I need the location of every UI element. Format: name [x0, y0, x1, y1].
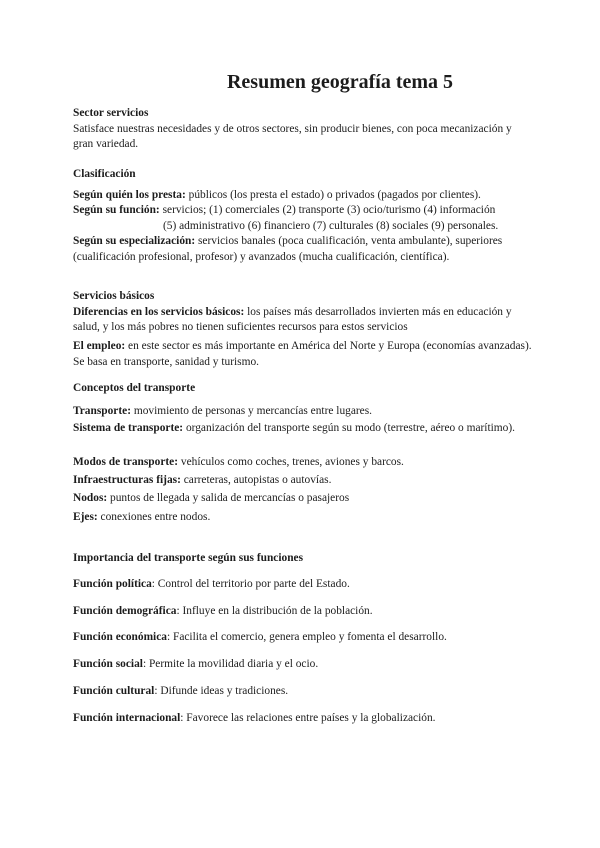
sector-text: Satisface nuestras necesidades y de otros sectores, sin producir bienes, con poca mecanización y gran variedad.	[73, 122, 512, 151]
funcion-label: Función cultural	[73, 685, 155, 697]
funcion-item	[73, 604, 533, 620]
concepto-label: Modos de transporte:	[73, 456, 179, 468]
presta-text: públicos (los presta el estado) o privados (pagados por clientes).	[185, 189, 481, 201]
espec-label: Según su especialización:	[73, 235, 196, 247]
sector-heading: Sector servicios	[73, 107, 149, 119]
funcion-text: : Influye en la distribución de la población.	[176, 605, 373, 617]
empleo-label: El empleo:	[73, 340, 126, 352]
concepto-item	[73, 473, 533, 489]
page-title: Resumen geografía tema 5	[226, 71, 454, 93]
concepto-item	[73, 404, 533, 420]
funcion-label: Función social	[73, 658, 143, 670]
funcion-text-2: (5) administrativo (6) financiero (7) culturales (8) sociales (9) personales.	[163, 219, 499, 232]
concepto-text: puntos de llegada y salida de mercancías o pasajeros	[107, 492, 350, 504]
concepto-label: Sistema de transporte:	[73, 422, 184, 434]
clasificacion-presta	[73, 188, 533, 204]
concepto-text: vehículos como coches, trenes, aviones y barcos.	[178, 456, 404, 468]
sector-section	[73, 106, 533, 153]
concepto-text: organización del transporte según su modo (terrestre, aéreo o marítimo).	[183, 422, 515, 434]
basicos-section	[73, 289, 533, 336]
funcion-label: Función demográfica	[73, 605, 177, 617]
funcion-item	[73, 657, 533, 673]
diferencias-label: Diferencias en los servicios básicos:	[73, 305, 245, 318]
funcion-item	[73, 684, 533, 700]
funcion-text: : Difunde ideas y tradiciones.	[154, 685, 289, 697]
clasificacion-heading: Clasificación	[73, 168, 136, 180]
concepto-label: Nodos:	[73, 492, 108, 504]
funcion-text: : Favorece las relaciones entre países y la globalización.	[180, 712, 436, 724]
concepto-text: carreteras, autopistas o autovías.	[180, 474, 332, 486]
concepto-text: movimiento de personas y mercancías entre lugares.	[131, 405, 373, 417]
funcion-item	[73, 711, 533, 727]
funcion-label: Según su función:	[73, 204, 160, 216]
concepto-label: Ejes:	[73, 511, 98, 523]
concepto-item	[73, 491, 533, 507]
funcion-text: : Facilita el comercio, genera empleo y fomenta el desarrollo.	[166, 631, 447, 643]
funcion-label: Función política	[73, 578, 152, 590]
funcion-text: : Permite la movilidad diaria y el ocio.	[142, 658, 319, 670]
diferencias-text: los países más desarrollados invierten más en educación y salud, y los más pobres no tienen suficientes recursos para estos servicios	[73, 305, 512, 334]
presta-label: Según quién los presta:	[73, 189, 186, 201]
funcion-text: : Control del territorio por parte del Estado.	[151, 578, 350, 590]
funcion-item	[73, 630, 533, 646]
concepto-item	[73, 421, 533, 437]
concepto-item	[73, 455, 533, 471]
funcion-label: Función económica	[73, 631, 167, 643]
clasificacion-especializacion	[73, 234, 533, 265]
espec-text: servicios banales (poca cualificación, venta ambulante), superiores (cualificación profesional, profesor) y avanzados (mucha cualificación, científica).	[73, 235, 503, 263]
funcion-text-1: servicios; (1) comerciales (2) transporte (3) ocio/turismo (4) información	[159, 204, 496, 216]
funcion-item	[73, 577, 533, 593]
conceptos-heading: Conceptos del transporte	[73, 382, 196, 394]
basicos-heading: Servicios básicos	[73, 290, 155, 302]
concepto-label: Transporte:	[73, 405, 131, 417]
funcion-label: Función internacional	[73, 712, 181, 724]
concepto-label: Infraestructuras fijas:	[73, 474, 181, 486]
clasificacion-funcion	[73, 203, 533, 234]
empleo-text: en este sector es más importante en América del Norte y Europa (economías avanzadas). Se basa en transporte, sanidad y turismo.	[73, 340, 532, 368]
empleo-paragraph	[73, 339, 533, 370]
importancia-heading: Importancia del transporte según sus funciones	[73, 552, 304, 564]
concepto-text: conexiones entre nodos.	[97, 511, 211, 523]
concepto-item	[73, 510, 533, 526]
